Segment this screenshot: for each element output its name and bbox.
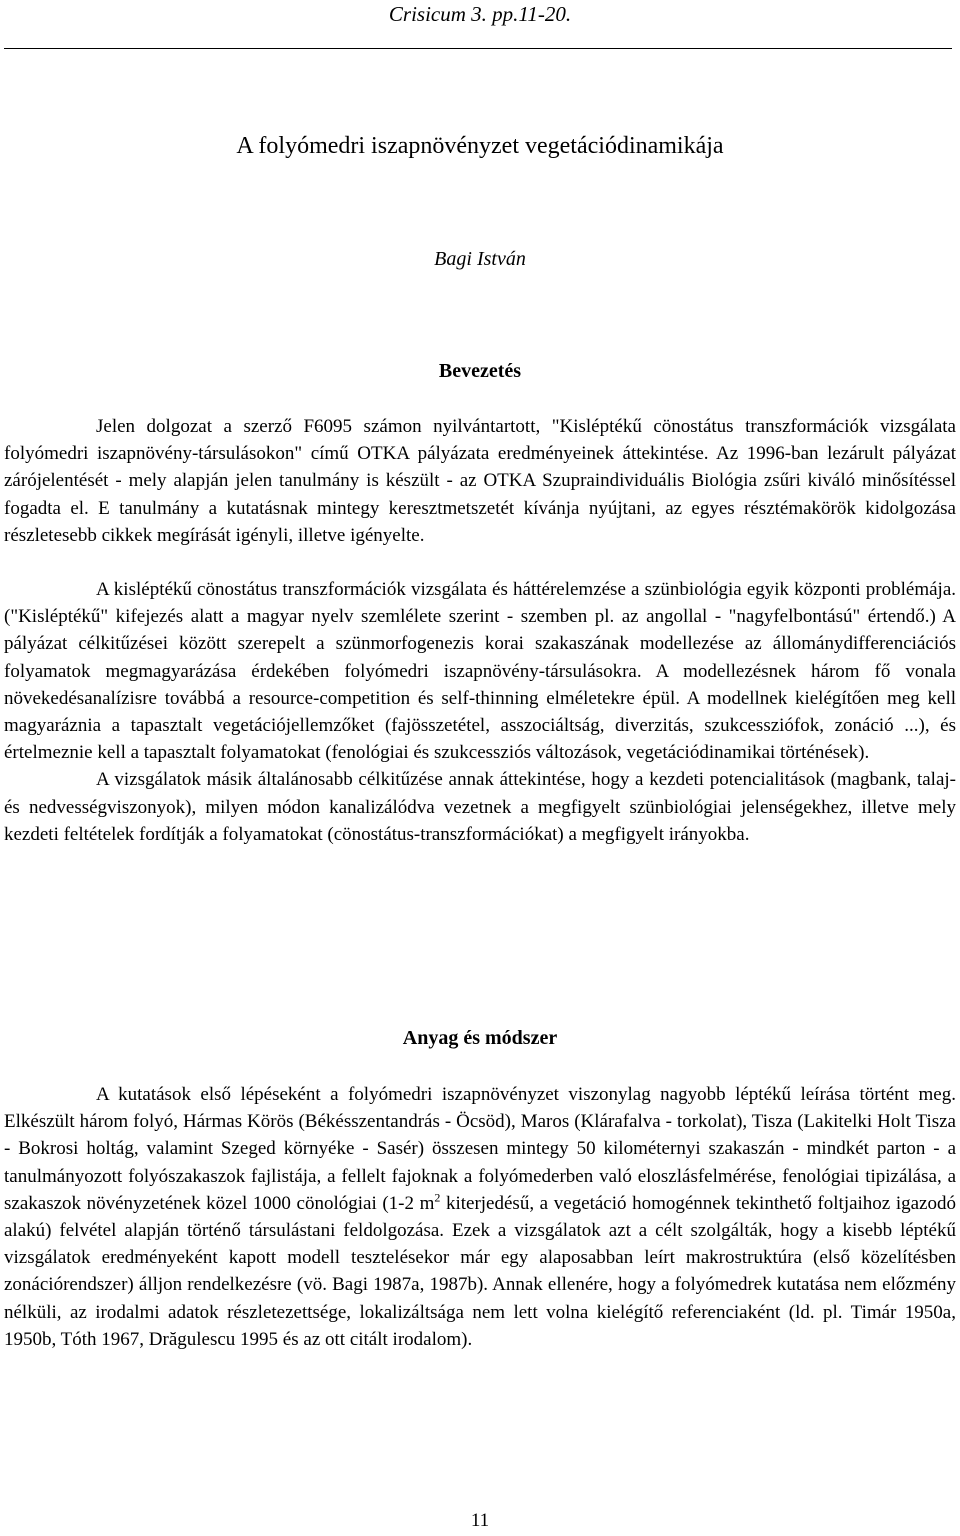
superscript-exponent: 2 <box>434 1190 441 1205</box>
page-number: 11 <box>470 1510 490 1531</box>
section-heading-methods: Anyag és módszer <box>402 1027 558 1049</box>
journal-citation: Crisicum 3. pp.11-20. <box>388 2 572 26</box>
intro-section-body <box>4 413 956 848</box>
methods-section-body <box>4 1081 956 1353</box>
methods-paragraph-1 <box>4 1081 956 1353</box>
methods-text-part-2: kiterjedésű, a vegetáció homogénnek tekinthető foltjaihoz igazodó alakú) felvétel alapján történő társulástani feldolgozása. Ezek a vizsgálatok azt a célt szolgálták, hogy a kisebb léptékű vizsgálatok eredményeként kapott modell tesztelésekor már egy alaposabban leírt makrostruktúra (első közelítésben zonációrendszer) álljon rendelkezésre (vö. Bagi 1987a, 1987b). Annak ellenére, hogy a folyómedrek kutatása nem előzmény nélküli, az irodalmi adatok részletezettsége, lokalizáltsága nem lett volna kielégítő referenciaként (ld. pl. Timár 1950a, 1950b, Tóth 1967, Drăgulescu 1995 és az ott citált irodalom). <box>4 1192 956 1350</box>
intro-paragraph-2: A kisléptékű cönostátus transzformációk vizsgálata és háttérelemzése a szünbiológia egyik központi problémája. ("Kisléptékű" kifejezés alatt a magyar nyelv szemlélete szerint - szemben pl. az angollal - "nagyfelbontású" értendő.) A pályázat célkitűzései között szerepelt a szünmorfogenezis korai szakaszának modellezése az állománydifferenciációs folyamatok megmagyarázása érdekében folyómedri iszapnövény-társulásokra. A modellezésnek három fő vonala növekedésanalízisre továbbá a resource-competition és self-thinning elméletekre épül. A modellnek kielégítően meg kell magyaráznia a tapasztalt vegetációjellemzőket (fajösszetétel, asszociáltság, diverzitás, szukcessziófok, zonáció ...), és értelmeznie kell a tapasztalt folyamatokat (fenológiai és szukcessziós változások, vegetációdinamikai történések). <box>4 579 956 764</box>
intro-paragraph-3: A vizsgálatok másik általánosabb célkitűzése annak áttekintése, hogy a kezdeti potencialitások (magbank, talaj- és nedvességviszonyok), milyen módon kanalizálódva vezetnek a megfigyelt szünbiológiai jelenségekhez, illetve mely kezdeti feltételek fordítják a folyamatokat (cönostátus-transzformációkat) a megfigyelt irányokba. <box>4 769 956 845</box>
section-heading-intro: Bevezetés <box>438 360 522 382</box>
author-name: Bagi István <box>434 248 526 270</box>
intro-paragraph-1: Jelen dolgozat a szerző F6095 számon nyilvántartott, "Kisléptékű cönostátus transzformációk vizsgálata folyómedri iszapnövény-társulásokon" című OTKA pályázata eredményeinek áttekintése. Az 1996-ban lezárult pályázat zárójelentését - mely alapján jelen tanulmány is készült - az OTKA Szupraindividuális Biológia zsűri kiváló minősítéssel fogadta el. E tanulmány a kutatásnak mintegy keresztmetszetét kívánja nyújtani, az egyes résztémakörök kidolgozása részletesebb cikkek megírását igényli, illetve igényelte. <box>4 416 956 546</box>
methods-text-part-1: A kutatások első lépéseként a folyómedri iszapnövényzet viszonylag nagyobb léptékű leírása történt meg. Elkészült három folyó, Hármas Körös (Békésszentandrás - Öcsöd), Maros (Klárafalva - torkolat), Tisza (Lakitelki Holt Tisza - Bokrosi holtág, valamint Szeged környéke - Sasér) összesen mintegy 50 kilométernyi szakaszán - mindkét parton - a tanulmányozott folyószakaszok fajlistája, a fellelt fajoknak a folyómederben való eloszlásfelmérése, fenológiai tipizálása, a szakaszok növényzetének közel 1000 cönológiai (1-2 m <box>4 1084 956 1214</box>
header-rule <box>4 48 952 49</box>
paper-title: A folyómedri iszapnövényzet vegetációdinamikája <box>236 133 724 159</box>
